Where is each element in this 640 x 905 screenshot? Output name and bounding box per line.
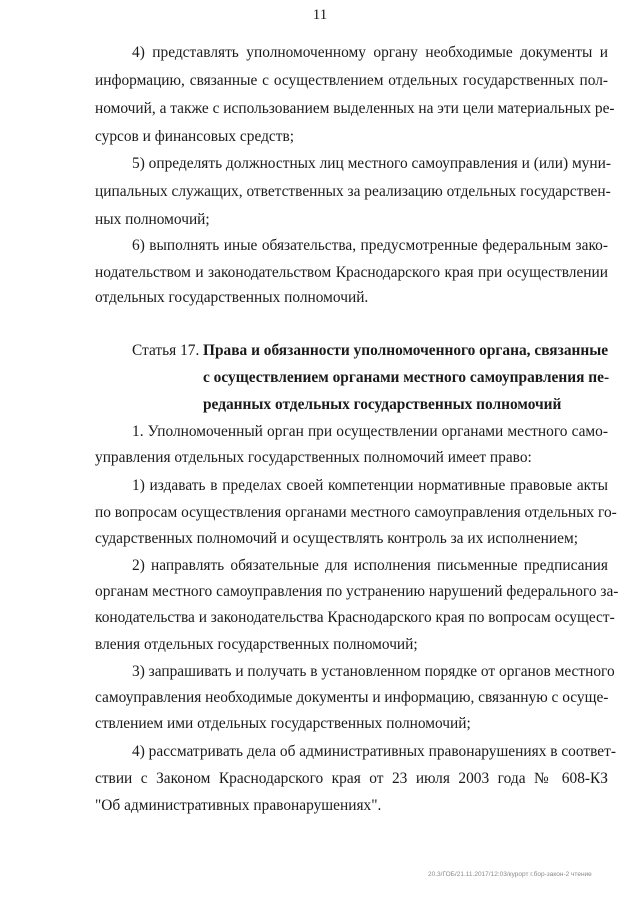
article-title-line: с осуществлением органами местного самоуправления пе-: [203, 369, 610, 386]
article-line: 4) рассматривать дела об административных правонарушениях в соответ-: [132, 743, 616, 760]
article-title-line: реданных отдельных государственных полномочий: [203, 396, 562, 413]
article-line: сударственных полномочий и осуществлять контроль за их исполнением;: [95, 530, 578, 547]
body-line: 6) выполнять иные обязательства, предусмотренные федеральным зако-: [132, 237, 608, 254]
article-line: 2) направлять обязательные для исполнения письменные предписания: [132, 557, 608, 574]
body-line: нодательством и законодательством Краснодарского края при осуществлении: [95, 264, 608, 281]
article-line: конодательства и законодательства Краснодарского края по вопросам осущест-: [95, 609, 615, 626]
article-line: самоуправления необходимые документы и информацию, связанную с осуще-: [95, 689, 609, 706]
article-line: по вопросам осуществления органами местного самоуправления отдельных го-: [95, 504, 617, 521]
body-line: отдельных государственных полномочий.: [95, 289, 369, 306]
body-line: ципальных служащих, ответственных за реализацию отдельных государствен-: [95, 183, 611, 200]
article-line: органам местного самоуправления по устранению нарушений федерального за-: [95, 583, 619, 600]
article-line: 3) запрашивать и получать в установленном порядке от органов местного: [132, 663, 615, 680]
body-line: информацию, связанные с осуществлением отдельных государственных пол-: [95, 72, 608, 89]
page-number: 11: [312, 7, 328, 23]
body-line: номочий, а также с использованием выделенных на эти цели материальных ре-: [95, 100, 615, 117]
article-line: 1) издавать в пределах своей компетенции нормативные правовые акты: [132, 477, 608, 494]
body-line: 4) представлять уполномоченному органу необходимые документы и: [132, 44, 608, 61]
article-number: Статья 17.: [132, 342, 200, 359]
article-title-line: Права и обязанности уполномоченного органа, связанные: [203, 342, 609, 359]
article-line: ствлением ими отдельных государственных полномочий;: [95, 715, 471, 732]
article-line: управления отдельных государственных полномочий имеет право:: [95, 449, 532, 466]
body-line: сурсов и финансовых средств;: [95, 128, 295, 145]
body-line: 5) определять должностных лиц местного самоуправления и (или) муни-: [132, 155, 611, 172]
article-line: 1. Уполномоченный орган при осуществлении органами местного само-: [132, 423, 608, 440]
article-line: вления отдельных государственных полномочий;: [95, 636, 418, 653]
footer-note: 20.3/ГОБ/21.11.2017/12:03/курорт г.бор-закон-2 чтение: [428, 871, 592, 878]
article-line: ствии с Законом Краснодарского края от 23 июля 2003 года № 608-КЗ: [95, 770, 608, 787]
article-line: "Об административных правонарушениях".: [95, 797, 382, 814]
body-line: ных полномочий;: [95, 211, 210, 228]
